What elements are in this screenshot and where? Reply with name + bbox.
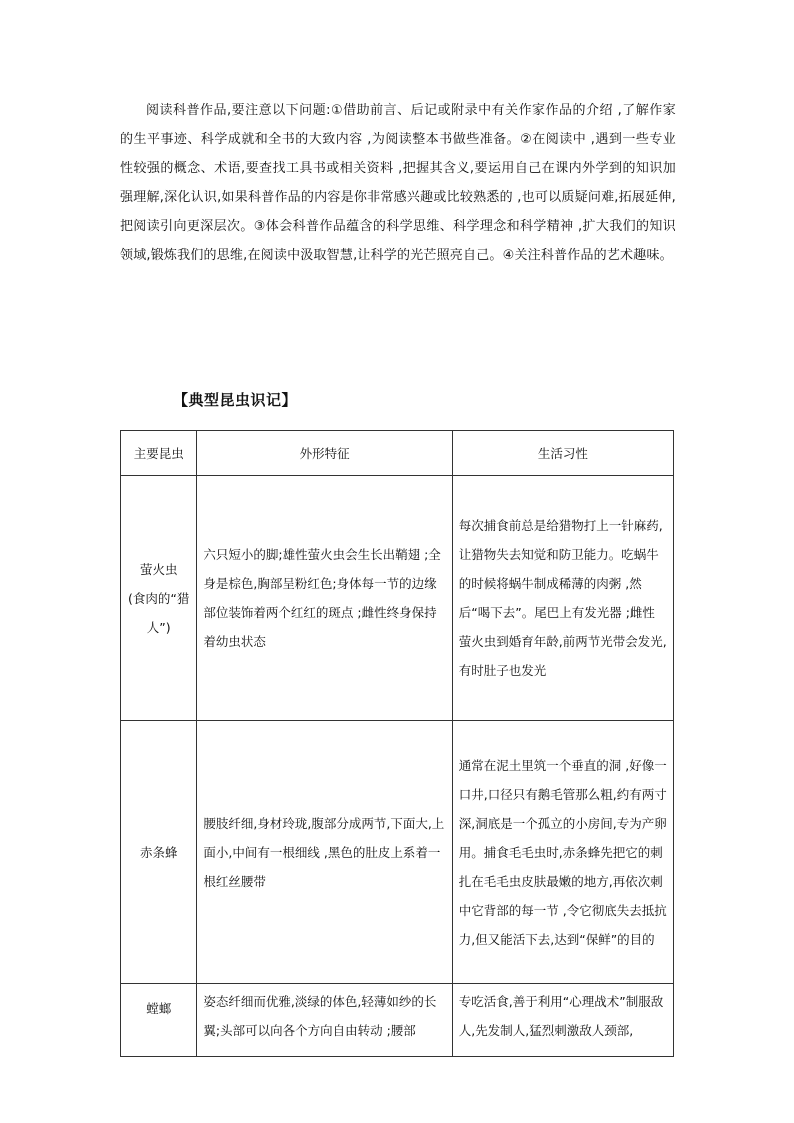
header-features: 外形特征 [197,431,452,476]
insect-habits: 专吃活食,善于利用“心理战术”制服敌人,先发制人,猛烈刺激敌人颈部, [452,984,673,1057]
table-header-row [121,431,674,476]
insect-name: 赤条蜂 [139,844,178,860]
insect-name: 螳螂 [146,1001,172,1016]
insect-features: 腰肢纤细,身材玲珑,腹部分成两节,下面大,上面小,中间有一根细线 ,黑色的肚皮上系着一根红丝腰带 [197,721,452,984]
insect-name-note: (食肉的“猎人”) [128,590,190,635]
table-row [121,476,674,721]
insect-name-cell [121,476,197,721]
insect-name-cell [121,984,197,1057]
insect-table [120,430,674,1057]
header-habits: 生活习性 [452,431,673,476]
insect-name: 萤火虫 [139,561,178,577]
header-insect: 主要昆虫 [121,431,197,476]
insect-habits: 通常在泥土里筑一个垂直的洞 ,好像一口井,口径只有鹅毛管那么粗,约有两寸深,洞底是一个孤立的小房间,专为产卵用。捕食毛毛虫时,赤条蜂先把它的刺扎在毛毛虫皮肤最嫩的地方,再依次刺中它背部的每一节 ,令它彻底失去抵抗力,但又能活下去,达到“保鲜”的目的 [452,721,673,984]
insect-name-cell [121,721,197,984]
table-row [121,721,674,984]
insect-features: 六只短小的脚;雄性萤火虫会生长出鞘翅 ;全身是棕色,胸部呈粉红色;身体每一节的边缘部位装饰着两个红红的斑点 ;雌性终身保持着幼虫状态 [197,476,452,721]
intro-paragraph: 阅读科普作品,要注意以下问题:①借助前言、后记或附录中有关作家作品的介绍 ,了解作家的生平事迹、科学成就和全书的大致内容 ,为阅读整本书做些准备。②在阅读中 ,遇到一些专业性较强的概念、术语,要查找工具书或相关资料 ,把握其含义,要运用自己在课内外学到的知识加强理解,深化认识,如果科普作品的内容是你非常感兴趣或比较熟悉的 ,也可以质疑问难,拓展延伸,把阅读引向更深层次。③体会科普作品蕴含的科学思维、科学理念和科学精神 ,扩大我们的知识领域,锻炼我们的思维,在阅读中汲取智慧,让科学的光芒照亮自己。④关注科普作品的艺术趣味。 [120,103,676,263]
insect-features: 姿态纤细而优雅,淡绿的体色,轻薄如纱的长翼;头部可以向各个方向自由转动 ;腰部 [197,984,452,1057]
insect-habits: 每次捕食前总是给猎物打上一针麻药,让猎物失去知觉和防卫能力。吃蜗牛的时候将蜗牛制成稀薄的肉粥 ,然后“喝下去”。尾巴上有发光器 ;雌性萤火虫到婚育年龄,前两节光带会发光,有时肚子也发光 [452,476,673,721]
table-row [121,984,674,1057]
section-title: 【典型昆虫识记】 [173,391,298,409]
